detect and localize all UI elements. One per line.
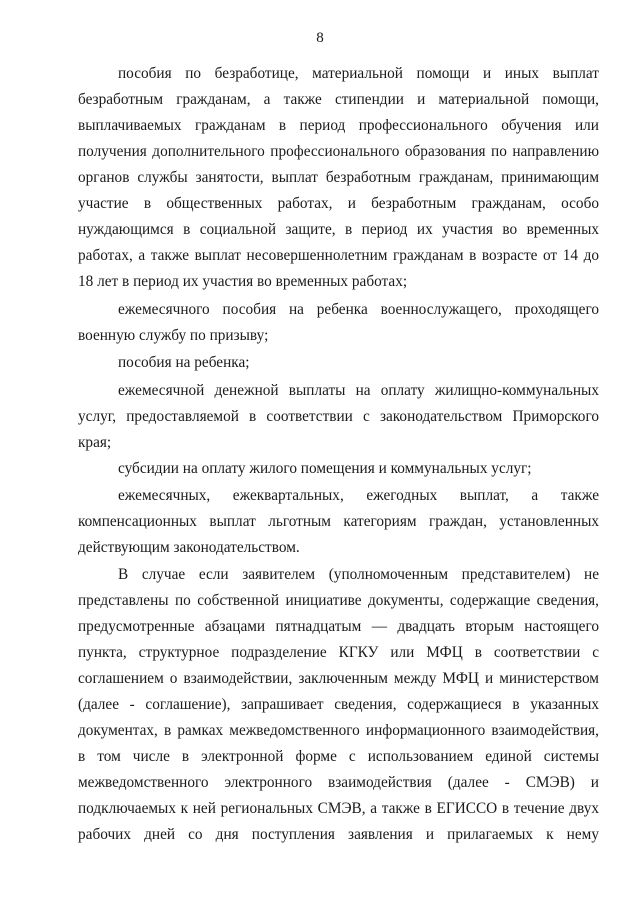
text-line: услуг, предоставляемой в соответствии с законодательством Приморского [78, 408, 599, 425]
text-line: участие в общественных работах, и безработным гражданам, особо [78, 195, 599, 212]
text-line: пособия на ребенка; [118, 354, 250, 371]
text-line: пособия по безработице, материальной помощи и иных выплат [118, 65, 599, 82]
text-line: органов службы занятости, выплат безработным гражданам, принимающим [78, 169, 599, 186]
text-line: работах, а также выплат несовершеннолетним гражданам в возрасте от 14 до [78, 247, 599, 264]
text-line: ежемесячных, ежеквартальных, ежегодных выплат, а также [118, 487, 599, 504]
text-line: межведомственного электронного взаимодействия (далее - СМЭВ) и [78, 774, 599, 791]
text-line: края; [78, 434, 112, 451]
text-line: документах, в рамках межведомственного информационного взаимодействия, [78, 722, 599, 739]
text-line: ежемесячного пособия на ребенка военнослужащего, проходящего [118, 301, 599, 318]
text-line: представлены по собственной инициативе документы, содержащие сведения, [78, 592, 599, 609]
text-line: (далее - соглашение), запрашивает сведения, содержащиеся в указанных [78, 696, 599, 713]
text-line: подключаемых к ней региональных СМЭВ, а также в ЕГИССО в течение двух [78, 800, 599, 817]
text-line: субсидии на оплату жилого помещения и коммунальных услуг; [118, 460, 532, 477]
text-line: компенсационных выплат льготным категориям граждан, установленных [78, 513, 599, 530]
text-line: пункта, структурное подразделение КГКУ или МФЦ в соответствии с [78, 644, 599, 661]
text-line: получения дополнительного профессионального образования по направлению [78, 143, 599, 160]
text-line: 18 лет в период их участия во временных работах; [78, 273, 408, 290]
page-number: 8 [316, 30, 324, 46]
text-line: В случае если заявителем (уполномоченным представителем) не [118, 566, 599, 583]
text-line: предусмотренные абзацами пятнадцатым — двадцать вторым настоящего [78, 618, 599, 635]
text-line: ежемесячной денежной выплаты на оплату жилищно-коммунальных [118, 382, 599, 399]
text-line: действующим законодательством. [78, 539, 300, 556]
text-line: выплачиваемых гражданам в период профессионального обучения или [78, 117, 599, 134]
text-line: нуждающимся в социальной защите, в период их участия во временных [78, 221, 599, 238]
text-line: безработным гражданам, а также стипендии и материальной помощи, [78, 91, 599, 108]
text-line: рабочих дней со дня поступления заявления и прилагаемых к нему [78, 826, 599, 843]
text-line: соглашением о взаимодействии, заключенным между МФЦ и министерством [78, 670, 599, 687]
text-line: в том числе в электронной форме с использованием единой системы [78, 748, 599, 765]
text-line: военную службу по призыву; [78, 327, 269, 344]
